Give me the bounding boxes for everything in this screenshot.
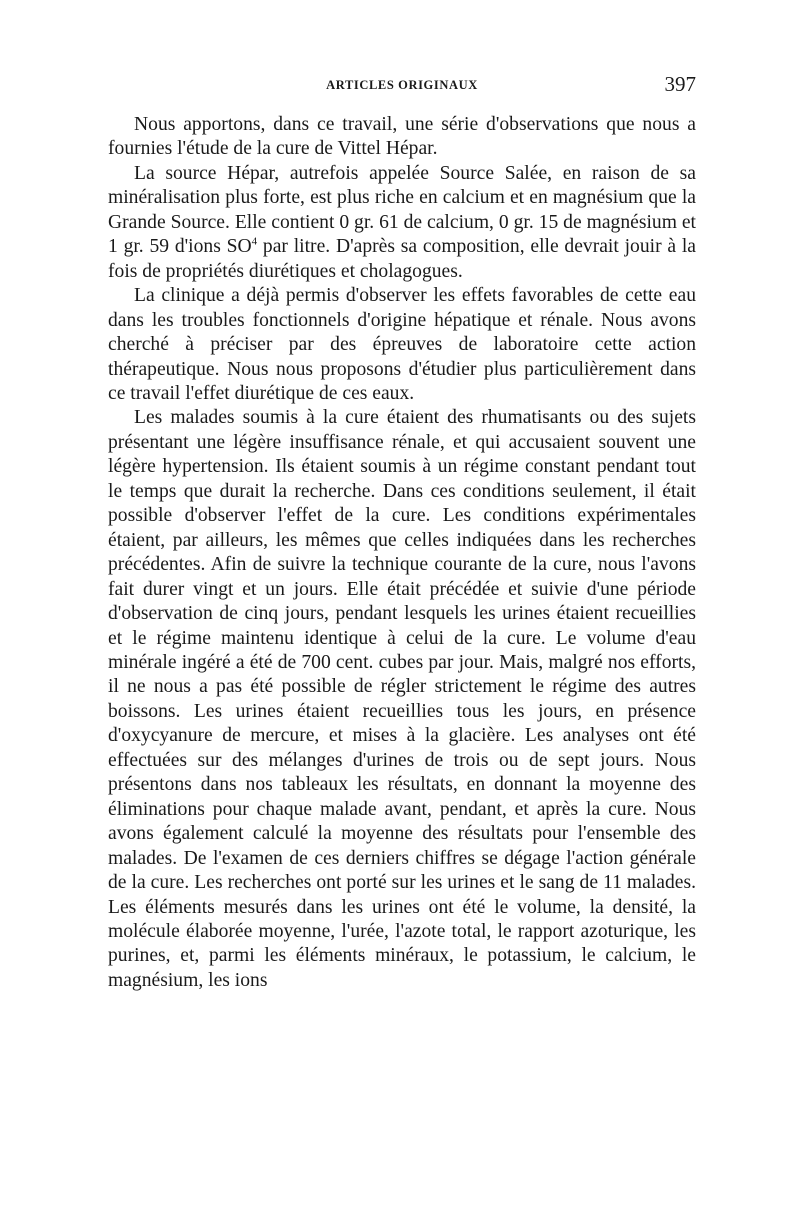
paragraph-3-text: La clinique a déjà permis d'observer les effets favorables de cette eau dans les troubles fonctionnels d'origine hépatique et rénale. Nous avons cherché à préciser par des épreuves de laboratoire cette action thérapeutique. Nous nous proposons d'étudier plus particulièrement dans ce travail l'effet diurétique de ces eaux.	[108, 285, 696, 404]
paragraph-3	[108, 284, 696, 406]
paragraph-1	[108, 113, 696, 162]
running-title: ARTICLES ORIGINAUX	[326, 78, 478, 92]
paragraph-1-text: Nous apportons, dans ce travail, une série d'observations que nous a fournies l'étude de la cure de Vittel Hépar.	[108, 114, 696, 160]
body-text	[108, 113, 696, 993]
paragraph-2-text: La source Hépar, autrefois appelée Source Salée, en raison de sa minéralisation plus forte, est plus riche en calcium et en magnésium que la Grande Source. Elle contient 0 gr. 61 de calcium, 0 gr. 15 de magnésium et 1 gr. 59 d'ions SO	[108, 162, 696, 258]
paragraph-2-tail: par litre. D'après sa composition, elle devrait jouir à la fois de propriétés diurétiques et cholagogues.	[108, 236, 696, 282]
paragraph-4	[108, 406, 696, 993]
sulfate-superscript: 4	[251, 235, 258, 248]
page-header	[108, 72, 696, 102]
paragraph-2	[108, 162, 696, 284]
page-number: 397	[664, 72, 696, 96]
paragraph-4-text: Les malades soumis à la cure étaient des rhumatisants ou des sujets présentant une légère insuffisance rénale, et qui accusaient souvent une légère hypertension. Ils étaient soumis à un régime constant pendant tout le temps que durait la recherche. Dans ces conditions seulement, il était possible d'observer l'effet de la cure. Les conditions expérimentales étaient, par ailleurs, les mêmes que celles indiquées dans les recherches précédentes. Afin de suivre la technique courante de la cure, nous l'avons fait durer vingt et un jours. Elle était précédée et suivie d'une période d'observation de cinq jours, pendant lesquels les urines étaient recueillies et le régime maintenu identique à celui de la cure. Le volume d'eau minérale ingéré a été de 700 cent. cubes par jour. Mais, malgré nos efforts, il ne nous a pas été possible de régler strictement le régime des autres boissons. Les urines étaient recueillies tous les jours, en présence d'oxycyanure de mercure, et mises à la glacière. Les analyses ont été effectuées sur des mélanges d'urines de trois ou de sept jours. Nous présentons dans nos tableaux les résultats, en donnant la moyenne des éliminations pour chaque malade avant, pendant, et après la cure. Nous avons également calculé la moyenne des résultats pour l'ensemble des malades. De l'examen de ces derniers chiffres se dégage l'action générale de la cure. Les recherches ont porté sur les urines et le sang de 11 malades. Les éléments mesurés dans les urines ont été le volume, la densité, la molécule élaborée moyenne, l'urée, l'azote total, le rapport azoturique, les purines, et, parmi les éléments minéraux, le potassium, le calcium, le magnésium, les ions	[108, 407, 696, 991]
book-page	[108, 0, 696, 1227]
